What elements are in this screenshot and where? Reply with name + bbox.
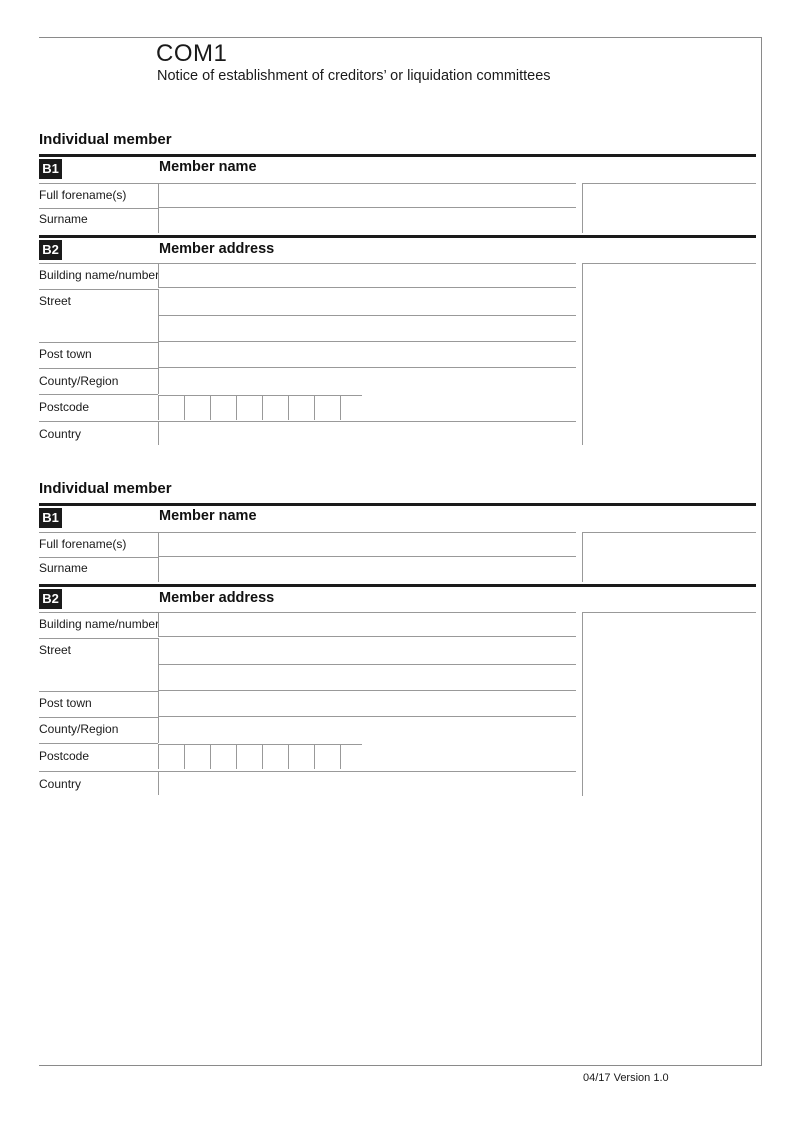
- street-field-line-1[interactable]: [158, 638, 576, 665]
- forename-field[interactable]: [158, 532, 576, 557]
- divider: [39, 289, 158, 290]
- divider: [39, 368, 158, 369]
- section-heading: Individual member: [39, 480, 172, 497]
- member-name-title: Member name: [159, 159, 257, 175]
- section-badge-b2: B2: [39, 240, 62, 260]
- street-field-line-2[interactable]: [158, 316, 576, 342]
- post-town-field[interactable]: [158, 691, 576, 717]
- surname-label: Surname: [39, 212, 88, 226]
- building-field[interactable]: [158, 612, 576, 637]
- postcode-cell[interactable]: [158, 395, 184, 420]
- post-town-label: Post town: [39, 696, 92, 710]
- page-frame-top: [39, 37, 762, 38]
- form-title: Notice of establishment of creditors’ or liquidation committees: [157, 68, 551, 84]
- building-label: Building name/number: [39, 617, 160, 631]
- post-town-label: Post town: [39, 347, 92, 361]
- divider: [39, 394, 158, 395]
- member-address-title: Member address: [159, 241, 275, 257]
- postcode-cell[interactable]: [262, 395, 288, 420]
- postcode-cell[interactable]: [314, 744, 340, 769]
- postcode-cell[interactable]: [288, 744, 314, 769]
- postcode-cell[interactable]: [340, 744, 362, 769]
- country-label: Country: [39, 777, 82, 791]
- section-rule: [39, 154, 756, 157]
- surname-field[interactable]: [158, 557, 576, 582]
- section-badge-b2: B2: [39, 589, 62, 609]
- street-label: Street: [39, 294, 72, 308]
- section-heading: Individual member: [39, 131, 172, 148]
- postcode-cell[interactable]: [158, 744, 184, 769]
- section-rule: [39, 503, 756, 506]
- side-panel: [582, 532, 756, 582]
- section-rule: [39, 584, 756, 587]
- side-panel: [582, 183, 756, 233]
- page-frame-right: [761, 37, 762, 1066]
- country-field[interactable]: [158, 772, 576, 795]
- member-name-title: Member name: [159, 508, 257, 524]
- divider: [39, 557, 158, 558]
- postcode-label: Postcode: [39, 749, 90, 763]
- version-label: 04/17 Version 1.0: [583, 1072, 669, 1084]
- divider: [39, 208, 158, 209]
- divider: [39, 717, 158, 718]
- divider: [39, 342, 158, 343]
- divider: [39, 638, 158, 639]
- side-panel: [582, 263, 756, 445]
- form-code: COM1: [156, 40, 228, 67]
- postcode-cell[interactable]: [262, 744, 288, 769]
- forename-label: Full forename(s): [39, 537, 127, 551]
- postcode-field[interactable]: [158, 744, 362, 769]
- street-field-line-2[interactable]: [158, 665, 576, 691]
- section-badge-b1: B1: [39, 159, 62, 179]
- post-town-field[interactable]: [158, 342, 576, 368]
- individual-member-section-2: [39, 480, 756, 800]
- postcode-cell[interactable]: [184, 744, 210, 769]
- postcode-cell[interactable]: [184, 395, 210, 420]
- individual-member-section-1: [39, 131, 756, 451]
- postcode-cell[interactable]: [314, 395, 340, 420]
- surname-label: Surname: [39, 561, 88, 575]
- building-field[interactable]: [158, 263, 576, 288]
- postcode-cell[interactable]: [236, 395, 262, 420]
- postcode-cell[interactable]: [210, 395, 236, 420]
- county-field[interactable]: [158, 368, 576, 394]
- divider: [39, 743, 158, 744]
- forename-label: Full forename(s): [39, 188, 127, 202]
- country-label: Country: [39, 427, 82, 441]
- postcode-label: Postcode: [39, 400, 90, 414]
- country-field[interactable]: [158, 422, 576, 445]
- page-frame-bottom: [39, 1065, 762, 1066]
- forename-field[interactable]: [158, 183, 576, 208]
- postcode-cell[interactable]: [236, 744, 262, 769]
- section-badge-b1: B1: [39, 508, 62, 528]
- member-address-title: Member address: [159, 590, 275, 606]
- street-label: Street: [39, 643, 72, 657]
- county-field[interactable]: [158, 717, 576, 743]
- county-label: County/Region: [39, 722, 119, 736]
- divider: [39, 691, 158, 692]
- surname-field[interactable]: [158, 208, 576, 233]
- postcode-cell[interactable]: [340, 395, 362, 420]
- side-panel: [582, 612, 756, 796]
- postcode-field[interactable]: [158, 395, 362, 420]
- building-label: Building name/number: [39, 268, 160, 282]
- street-field-line-1[interactable]: [158, 289, 576, 316]
- postcode-cell[interactable]: [288, 395, 314, 420]
- section-rule: [39, 235, 756, 238]
- postcode-cell[interactable]: [210, 744, 236, 769]
- county-label: County/Region: [39, 374, 119, 388]
